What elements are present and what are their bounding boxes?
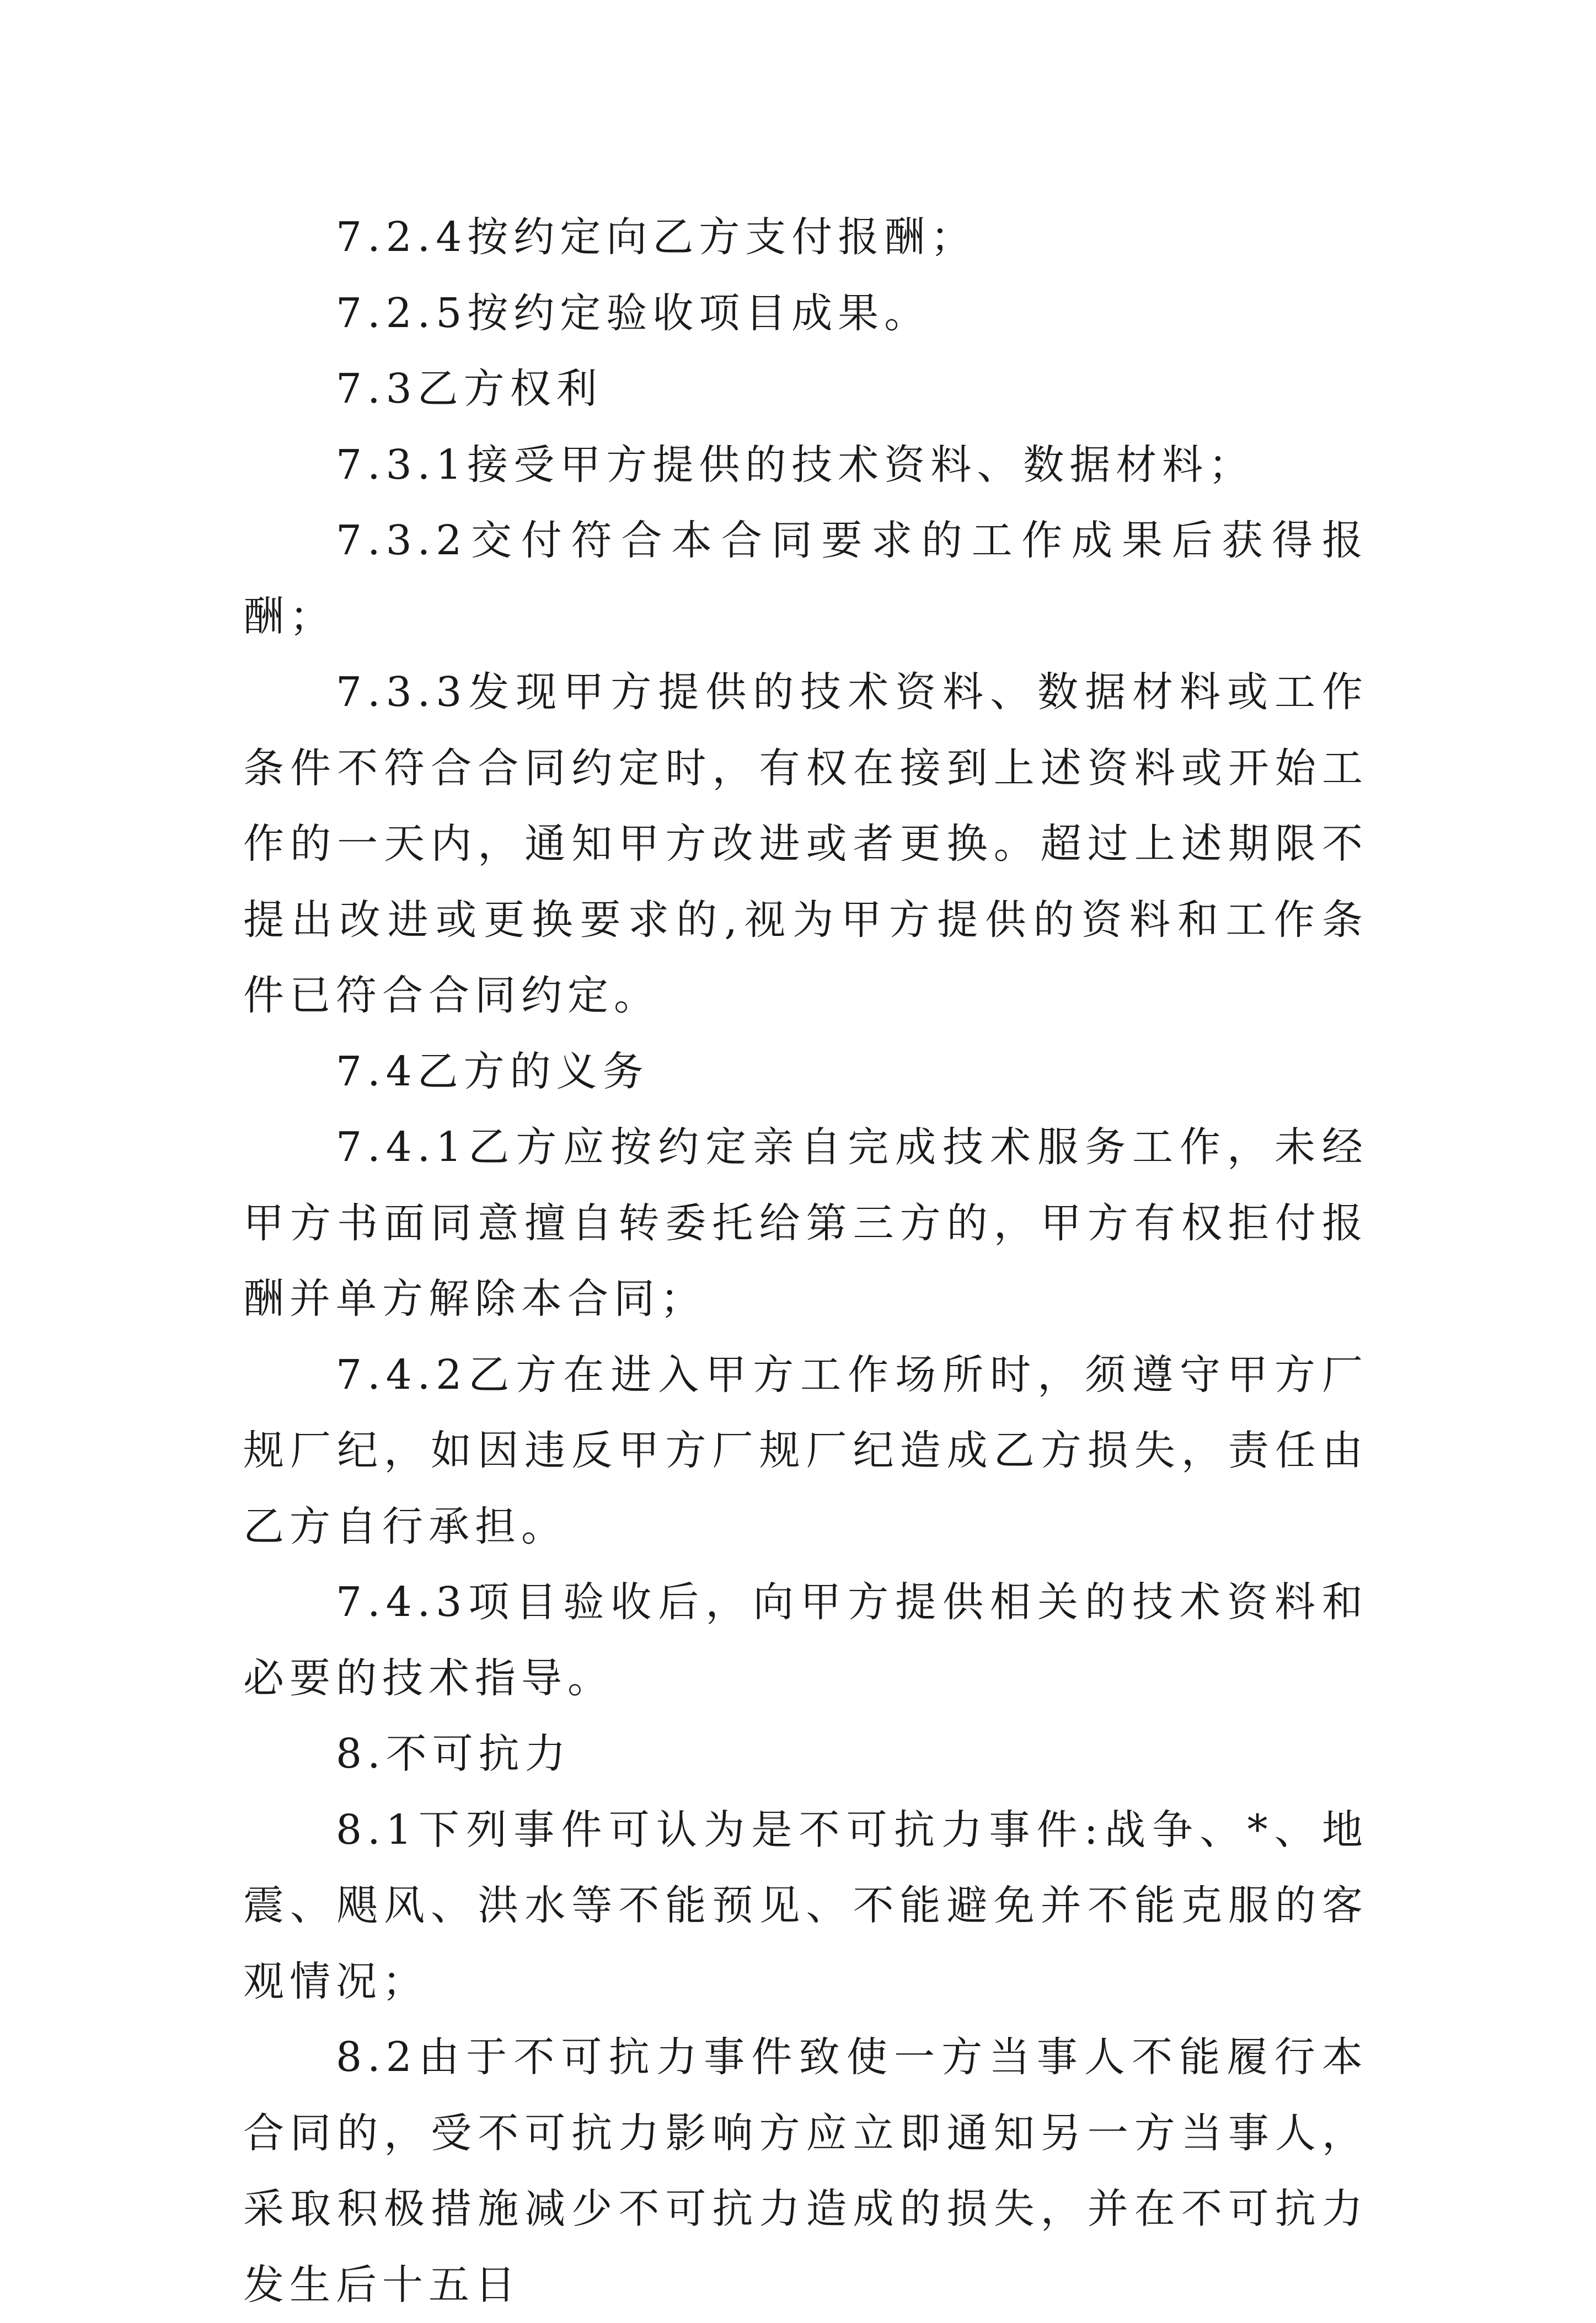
document-body xyxy=(243,200,1368,2323)
heading-7-3: 7.3乙方权利 xyxy=(336,365,603,413)
paragraph-8-2: 8.2由于不可抗力事件致使一方当事人不能履行本合同的，受不可抗力影响方应立即通知另一方当事人，采取积极措施减少不可抗力造成的损失，并在不可抗力发生后十五日 xyxy=(243,2033,1368,2309)
paragraph-8-1: 8.1下列事件可认为是不可抗力事件:战争、*、地震、飓风、洪水等不能预见、不能避免并不能克服的客观情况； xyxy=(243,1806,1368,2005)
paragraph-7-3-2: 7.3.2交付符合本合同要求的工作成果后获得报酬； xyxy=(243,517,1368,640)
heading-8: 8.不可抗力 xyxy=(336,1730,571,1778)
heading-7-4: 7.4乙方的义务 xyxy=(336,1047,649,1095)
paragraph-7-2-5: 7.2.5按约定验收项目成果。 xyxy=(336,289,931,337)
paragraph-7-4-3: 7.4.3项目验收后，向甲方提供相关的技术资料和必要的技术指导。 xyxy=(243,1578,1368,1702)
paragraph-7-2-4: 7.2.4按约定向乙方支付报酬； xyxy=(336,213,977,261)
paragraph-7-4-1: 7.4.1乙方应按约定亲自完成技术服务工作，未经甲方书面同意擅自转委托给第三方的，甲方有权拒付报酬并单方解除本合同； xyxy=(243,1123,1368,1323)
paragraph-7-3-3: 7.3.3发现甲方提供的技术资料、数据材料或工作条件不符合合同约定时，有权在接到上述资料或开始工作的一天内，通知甲方改进或者更换。超过上述期限不提出改进或更换要求的,视为甲方提供的资料和工作条件已符合合同约定。 xyxy=(243,668,1368,1019)
paragraph-7-4-2: 7.4.2乙方在进入甲方工作场所时，须遵守甲方厂规厂纪，如因违反甲方厂规厂纪造成乙方损失，责任由乙方自行承担。 xyxy=(243,1351,1368,1550)
paragraph-7-3-1: 7.3.1接受甲方提供的技术资料、数据材料； xyxy=(336,441,1255,489)
